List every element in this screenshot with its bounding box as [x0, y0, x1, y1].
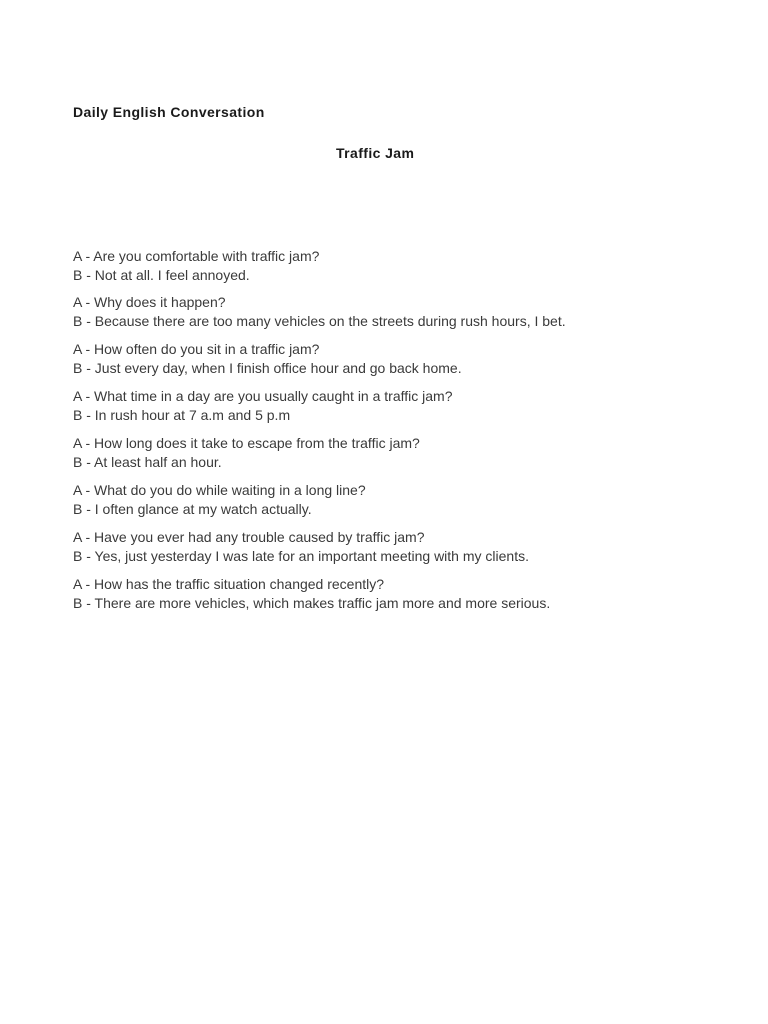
speaker-a-line: A - What time in a day are you usually caught in a traffic jam?: [73, 388, 453, 404]
document-title: Daily English Conversation: [73, 104, 265, 120]
speaker-b-line: B - Just every day, when I finish office hour and go back home.: [73, 360, 462, 376]
exchange: [73, 482, 713, 520]
exchange: [73, 576, 713, 614]
document-subtitle: Traffic Jam: [336, 145, 415, 161]
speaker-a-line: A - What do you do while waiting in a long line?: [73, 482, 366, 498]
speaker-b-line: B - In rush hour at 7 a.m and 5 p.m: [73, 407, 291, 423]
exchange: [73, 248, 713, 285]
dialogue: [73, 248, 713, 623]
exchange: [73, 294, 713, 332]
speaker-b-line: B - Not at all. I feel annoyed.: [73, 267, 250, 283]
exchange: [73, 529, 713, 567]
speaker-b-line: B - Yes, just yesterday I was late for an important meeting with my clients.: [73, 548, 529, 564]
exchange: [73, 388, 713, 426]
speaker-a-line: A - How has the traffic situation changed recently?: [73, 576, 385, 592]
speaker-b-line: B - There are more vehicles, which makes traffic jam more and more serious.: [73, 595, 551, 611]
speaker-a-line: A - Why does it happen?: [73, 294, 226, 310]
exchange: [73, 435, 713, 473]
exchange: [73, 341, 713, 379]
speaker-a-line: A - Are you comfortable with traffic jam?: [73, 248, 320, 264]
speaker-a-line: A - How often do you sit in a traffic jam?: [73, 341, 320, 357]
speaker-a-line: A - How long does it take to escape from the traffic jam?: [73, 435, 420, 451]
speaker-b-line: B - I often glance at my watch actually.: [73, 501, 312, 517]
speaker-b-line: B - At least half an hour.: [73, 454, 222, 470]
speaker-b-line: B - Because there are too many vehicles on the streets during rush hours, I bet.: [73, 313, 566, 329]
speaker-a-line: A - Have you ever had any trouble caused by traffic jam?: [73, 529, 425, 545]
